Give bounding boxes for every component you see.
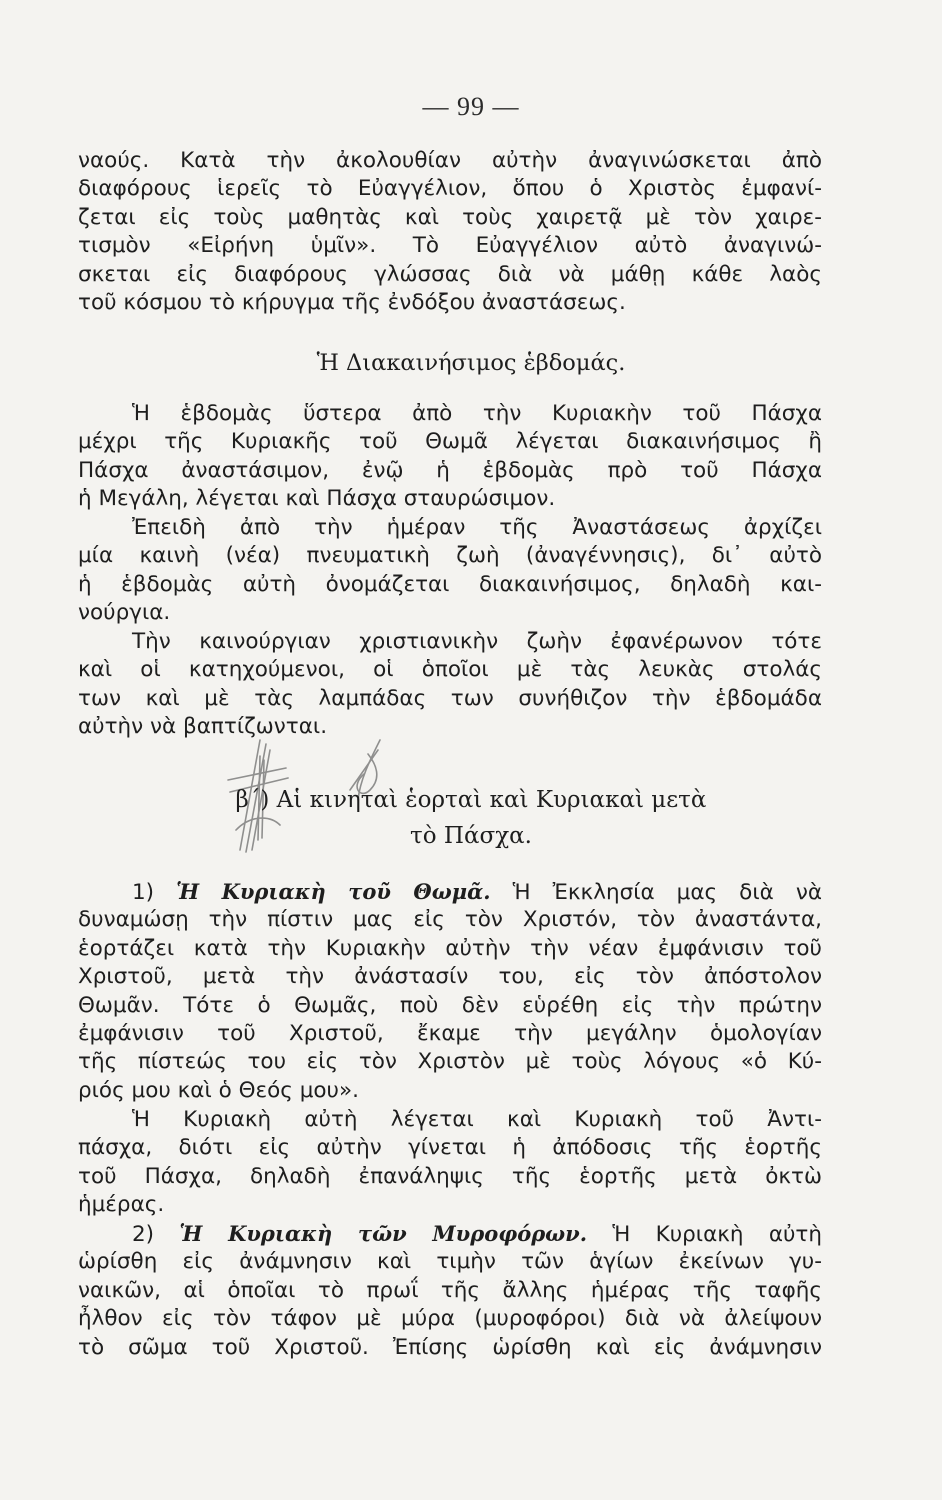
heading-line: β΄) Αἱ κινηταὶ ἑορταὶ καὶ Κυριακαὶ μετὰ: [235, 787, 707, 813]
paragraph-3: [78, 514, 822, 628]
item-number: 1): [132, 880, 177, 905]
text-line: Χριστοῦ, μετὰ τὴν ἀνάστασίν του, εἰς τὸν ἀπόστολον: [78, 964, 822, 990]
text-line: Θωμᾶν. Τότε ὁ Θωμᾶς, ποὺ δὲν εὑρέθη εἰς τὴν πρώτην: [78, 992, 822, 1018]
text-line: Τὴν καινούργιαν χριστιανικὴν ζωὴν ἐφανέρωνον τότε: [132, 629, 822, 654]
text-line: Ἡ ἑβδομὰς ὕστερα ἀπὸ τὴν Κυριακὴν τοῦ Πάσχα: [132, 401, 822, 426]
heading-line: τὸ Πάσχα.: [410, 823, 532, 849]
text-line: ναούς. Κατὰ τὴν ἀκολουθίαν αὐτὴν ἀναγινώσκεται ἀπὸ: [78, 148, 822, 173]
section-title-thomas-sunday: Ἡ Κυριακὴ τοῦ Θωμᾶ.: [176, 879, 491, 904]
section-heading-diakainisimos: [0, 350, 942, 376]
text-line: [78, 878, 822, 906]
text-fragment: Ἡ Κυριακὴ αὐτὴ: [587, 1222, 822, 1247]
text-line: των καὶ μὲ τὰς λαμπάδας των συνήθιζον τὴν ἑβδομάδα: [78, 685, 822, 711]
paragraph-myrrhbearers-sunday: [78, 1220, 822, 1362]
text-line: σκεται εἰς διαφόρους γλώσσας διὰ νὰ μάθῃ κάθε λαὸς: [78, 261, 822, 287]
text-line: τὸ σῶμα τοῦ Χριστοῦ. Ἐπίσης ὡρίσθη καὶ εἰς ἀνάμνησιν: [78, 1334, 822, 1360]
text-line: τοῦ Πάσχα, δηλαδὴ ἐπανάληψις τῆς ἑορτῆς μετὰ ὀκτὼ: [78, 1163, 822, 1189]
text-line: ἡ Μεγάλη, λέγεται καὶ Πάσχα σταυρώσιμον.: [78, 486, 556, 512]
text-line: ζεται εἰς τοὺς μαθητὰς καὶ τοὺς χαιρετᾷ μὲ τὸν χαιρε-: [78, 204, 822, 230]
section-title-myrrhbearers: Ἡ Κυριακὴ τῶν Μυροφόρων.: [179, 1221, 588, 1246]
heading-line: Ἡ Διακαινήσιμος ἑβδομάς.: [316, 350, 626, 376]
text-line: ἦλθον εἰς τὸν τάφον μὲ μύρα (μυροφόροι) διὰ νὰ ἀλείψουν: [78, 1306, 822, 1332]
text-line: αὐτὴν νὰ βαπτίζωνται.: [78, 714, 328, 740]
text-fragment: Ἡ Ἐκκλησία μας διὰ νὰ: [490, 880, 822, 905]
text-line: μία καινὴ (νέα) πνευματικὴ ζωὴ (ἀναγέννησις), δι᾽ αὐτὸ: [78, 543, 822, 569]
text-line: νούργια.: [78, 600, 171, 626]
text-line: ἡ ἑβδομὰς αὐτὴ ὀνομάζεται διακαινήσιμος, δηλαδὴ και-: [78, 571, 822, 597]
paragraph-4: [78, 628, 822, 742]
paragraph-antipascha: [78, 1106, 822, 1220]
paragraph-2: [78, 400, 822, 514]
section-heading-kinitai-eortai: [0, 782, 942, 854]
text-line: τῆς πίστεώς του εἰς τὸν Χριστὸν μὲ τοὺς λόγους «ὁ Κύ-: [78, 1049, 822, 1075]
text-line: ἑορτάζει κατὰ τὴν Κυριακὴν αὐτὴν τὴν νέαν ἐμφάνισιν τοῦ: [78, 935, 822, 961]
text-line: πάσχα, διότι εἰς αὐτὴν γίνεται ἡ ἀπόδοσις τῆς ἑορτῆς: [78, 1135, 822, 1161]
paragraph-1: [78, 147, 822, 317]
text-line: τισμὸν «Εἰρήνη ὑμῖν». Τὸ Εὐαγγέλιον αὐτὸ ἀναγινώ-: [78, 233, 822, 259]
text-line: καὶ οἱ κατηχούμενοι, οἱ ὁποῖοι μὲ τὰς λευκὰς στολάς: [78, 657, 822, 683]
text-line: τοῦ κόσμου τὸ κήρυγμα τῆς ἐνδόξου ἀναστάσεως.: [78, 289, 626, 315]
text-line: ἐμφάνισιν τοῦ Χριστοῦ, ἔκαμε τὴν μεγάλην ὁμολογίαν: [78, 1020, 822, 1046]
page-number: — 99 —: [422, 92, 520, 121]
text-line: ἡμέρας.: [78, 1192, 165, 1218]
text-line: Ἐπειδὴ ἀπὸ τὴν ἡμέραν τῆς Ἀναστάσεως ἀρχίζει: [132, 515, 822, 540]
text-line: Πάσχα ἀναστάσιμον, ἐνῷ ἡ ἑβδομὰς πρὸ τοῦ Πάσχα: [78, 457, 822, 483]
text-line: διαφόρους ἱερεῖς τὸ Εὐαγγέλιον, ὅπου ὁ Χριστὸς ἐμφανί-: [78, 176, 822, 202]
paragraph-thomas-sunday: [78, 878, 822, 1105]
text-line: ὡρίσθη εἰς ἀνάμνησιν καὶ τιμὴν τῶν ἁγίων ἐκείνων γυ-: [78, 1249, 822, 1275]
text-line: Ἡ Κυριακὴ αὐτὴ λέγεται καὶ Κυριακὴ τοῦ Ἀντι-: [132, 1107, 822, 1132]
text-line: δυναμώσῃ τὴν πίστιν μας εἰς τὸν Χριστόν, τὸν ἀναστάντα,: [78, 907, 822, 933]
text-line: ριός μου καὶ ὁ Θεός μου».: [78, 1077, 359, 1103]
item-number: 2): [132, 1222, 180, 1247]
text-line: [78, 1220, 822, 1248]
text-line: μέχρι τῆς Κυριακῆς τοῦ Θωμᾶ λέγεται διακαινήσιμος ἢ: [78, 429, 822, 455]
text-line: ναικῶν, αἱ ὁποῖαι τὸ πρωΐ τῆς ἄλλης ἡμέρας τῆς ταφῆς: [78, 1277, 822, 1303]
